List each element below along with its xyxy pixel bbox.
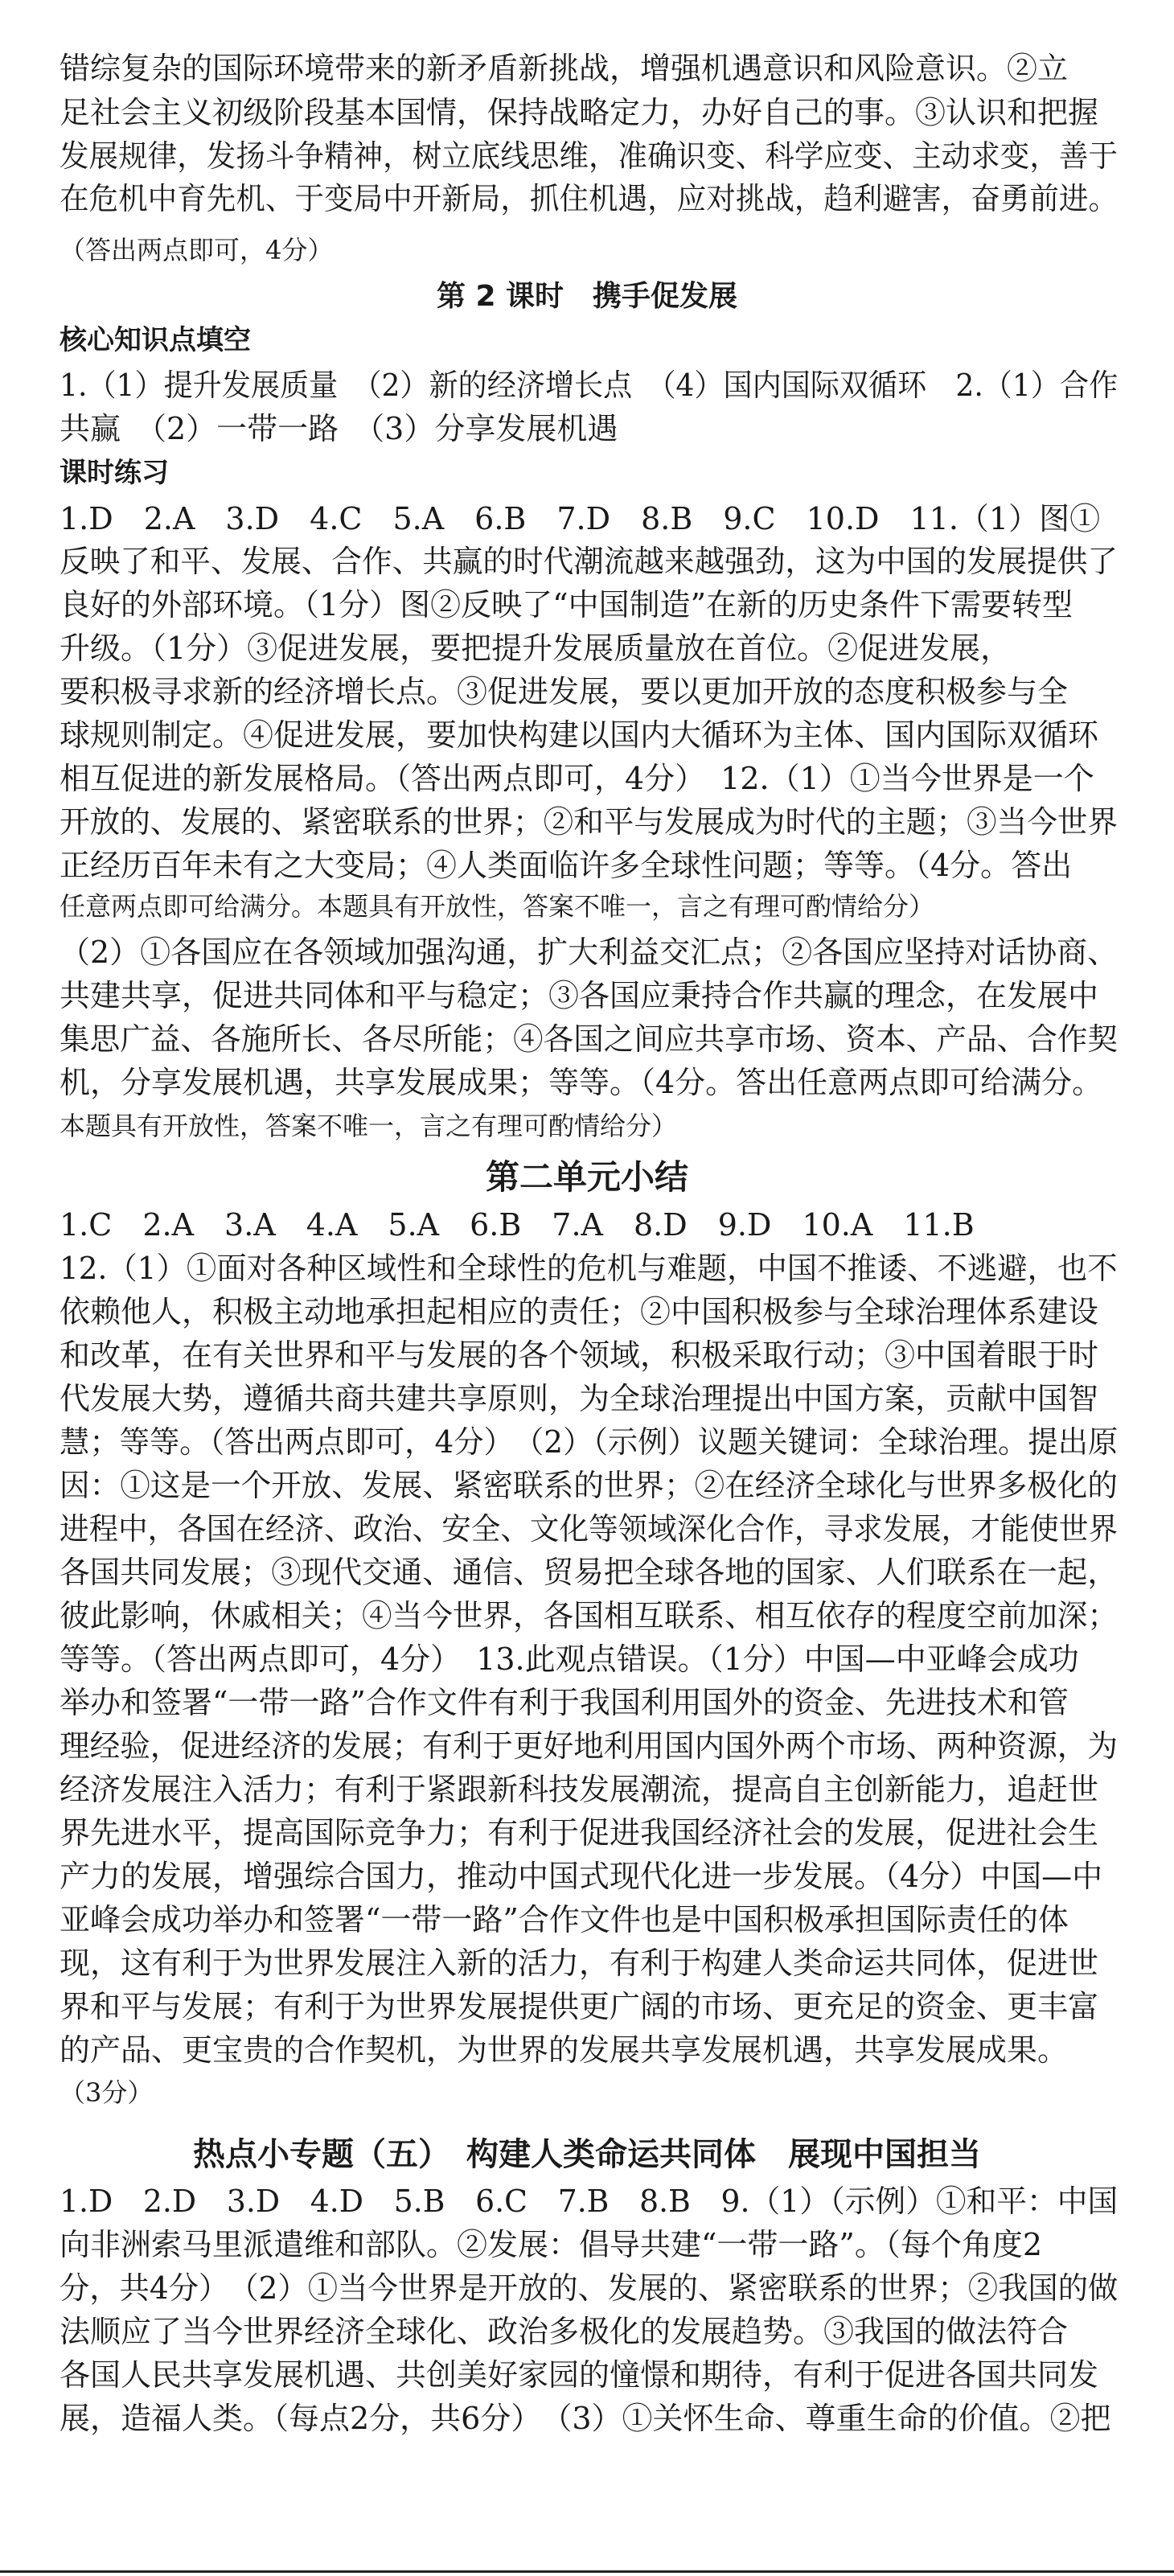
text-line: （3分） (60, 2077, 154, 2108)
text-line: 法顺应了当今世界经济全球化、政治多极化的发展趋势。③我国的做法符合 (60, 2314, 1069, 2349)
text-line: 发展规律，发扬斗争精神，树立底线思维，准确识变、科学应变、主动求变，善于 (60, 138, 1119, 174)
text-line: 1.D 2.A 3.D 4.C 5.A 6.B 7.D 8.B 9.C 10.D 11.（1）图① (60, 501, 1101, 536)
text-line: 依赖他人，积极主动地承担起相应的责任；②中国积极参与全球治理体系建设 (60, 1294, 1099, 1329)
hotspot-title: 热点小专题（五） 构建人类命运共同体 展现中国担当 (193, 2136, 981, 2173)
text-line: 界先进水平，提高国际竞争力；有利于促进我国经济社会的发展，促进社会生 (60, 1815, 1099, 1851)
text-line: 机，分享发展机遇，共享发展成果；等等。（4分。答出任意两点即可给满分。 (60, 1065, 1103, 1100)
text-line: 分，共4分） （2）①当今世界是开放的、发展的、紧密联系的世界；②我国的做 (60, 2270, 1119, 2306)
lesson-title: 第 2 课时 携手促发展 (436, 280, 738, 313)
text-line: 1.C 2.A 3.A 4.A 5.A 6.B 7.A 8.D 9.D 10.A 11.B (60, 1207, 975, 1243)
text-line: 慧；等等。（答出两点即可，4分） （2）（示例）议题关键词：全球治理。提出原 (60, 1424, 1119, 1460)
text-line: 的产品、更宝贵的合作契机，为世界的发展共享发展机遇，共享发展成果。 (60, 2032, 1069, 2068)
text-line: 界和平与发展；有利于为世界发展提供更广阔的市场、更充足的资金、更丰富 (60, 1989, 1099, 2024)
text-line: 因：①这是一个开放、发展、紧密联系的世界；②在经济全球化与世界多极化的 (60, 1468, 1119, 1503)
knowledge-heading: 核心知识点填空 (60, 324, 251, 356)
text-line: 集思广益、各施所长、各尽所能；④各国之间应共享市场、资本、产品、合作契 (60, 1021, 1119, 1057)
text-line: （答出两点即可，4分） (60, 235, 334, 265)
text-line: 本题具有开放性，答案不唯一，言之有理可酌情给分） (60, 1111, 678, 1141)
text-line: 共赢 （2）一带一路 （3）分享发展机遇 (60, 411, 618, 446)
text-line: 等等。（答出两点即可，4分） 13.此观点错误。（1分）中国—中亚峰会成功 (60, 1641, 1079, 1677)
text-line: 良好的外部环境。（1分）图②反映了“中国制造”在新的历史条件下需要转型 (60, 587, 1073, 622)
unit-summary-title: 第二单元小结 (485, 1157, 688, 1197)
text-line: 彼此影响，休戚相关；④当今世界，各国相互联系、相互依存的程度空前加深； (60, 1598, 1119, 1633)
text-line: 向非洲索马里派遣维和部队。②发展：倡导共建“一带一路”。（每个角度2 (60, 2227, 1043, 2262)
text-line: 要积极寻求新的经济增长点。③促进发展，要以更加开放的态度积极参与全 (60, 674, 1069, 709)
text-line: 举办和签署“一带一路”合作文件有利于我国利用国外的资金、先进技术和管 (60, 1685, 1069, 1720)
text-line: 进程中，各国在经济、政治、安全、文化等领域深化合作，寻求发展，才能使世界 (60, 1511, 1119, 1547)
text-line: 开放的、发展的、紧密联系的世界；②和平与发展成为时代的主题；③当今世界 (60, 804, 1119, 840)
text-line: 理经验，促进经济的发展；有利于更好地利用国内国外两个市场、两种资源，为 (60, 1728, 1119, 1764)
text-line: 和改革，在有关世界和平与发展的各个领域，积极采取行动；③中国着眼于时 (60, 1337, 1099, 1373)
text-line: 各国共同发展；③现代交通、通信、贸易把全球各地的国家、人们联系在一起， (60, 1555, 1119, 1590)
text-line: 1.（1）提升发展质量 （2）新的经济增长点 （4）国内国际双循环 2.（1）合作 (60, 368, 1119, 403)
text-line: 1.D 2.D 3.D 4.D 5.B 6.C 7.B 8.B 9.（1）（示例）①和平：中国 (60, 2184, 1119, 2219)
text-line: 共建共享，促进共同体和平与稳定；③各国应秉持合作共赢的理念，在发展中 (60, 978, 1099, 1013)
text-line: （2）①各国应在各领域加强沟通，扩大利益交汇点；②各国应坚持对话协商、 (60, 935, 1119, 970)
text-line: 升级。（1分）③促进发展，要把提升发展质量放在首位。②促进发展， (60, 631, 1012, 666)
text-line: 错综复杂的国际环境带来的新矛盾新挑战，增强机遇意识和风险意识。②立 (60, 51, 1069, 86)
text-line: 正经历百年未有之大变局；④人类面临许多全球性问题；等等。（4分。答出 (60, 848, 1073, 883)
text-line: 12.（1）①面对各种区域性和全球性的危机与难题，中国不推诿、不逃避，也不 (60, 1251, 1118, 1286)
practice-heading: 课时练习 (60, 457, 169, 489)
text-line: 足社会主义初级阶段基本国情，保持战略定力，办好自己的事。③认识和把握 (60, 95, 1099, 130)
text-line: 现，这有利于为世界发展注入新的活力，有利于构建人类命运共同体，促进世 (60, 1945, 1099, 1981)
text-line: 亚峰会成功举办和签署“一带一路”合作文件也是中国积极承担国际责任的体 (60, 1902, 1069, 1937)
text-line: 相互促进的新发展格局。（答出两点即可，4分） 12.（1）①当今世界是一个 (60, 761, 1094, 796)
text-line: 经济发展注入活力；有利于紧跟新科技发展潮流，提高自主创新能力，追赶世 (60, 1772, 1099, 1807)
text-line: 球规则制定。④促进发展，要加快构建以国内大循环为主体、国内国际双循环 (60, 717, 1099, 753)
text-line: 产力的发展，增强综合国力，推动中国式现代化进一步发展。（4分）中国—中 (60, 1859, 1103, 1894)
text-line: 反映了和平、发展、合作、共赢的时代潮流越来越强劲，这为中国的发展提供了 (60, 544, 1119, 579)
text-line: 展，造福人类。（每点2分，共6分） （3）①关怀生命、尊重生命的价值。②把 (60, 2401, 1111, 2436)
text-line: 各国人民共享发展机遇、共创美好家园的憧憬和期待，有利于促进各国共同发 (60, 2357, 1099, 2393)
text-line: 代发展大势，遵循共商共建共享原则，为全球治理提出中国方案，贡献中国智 (60, 1381, 1099, 1416)
text-line: 任意两点即可给满分。本题具有开放性，答案不唯一，言之有理可酌情给分） (60, 891, 935, 922)
text-line: 在危机中育先机、于变局中开新局，抓住机遇，应对挑战，趋利避害，奋勇前进。 (60, 181, 1119, 216)
page-bottom-rule (0, 2570, 1174, 2573)
